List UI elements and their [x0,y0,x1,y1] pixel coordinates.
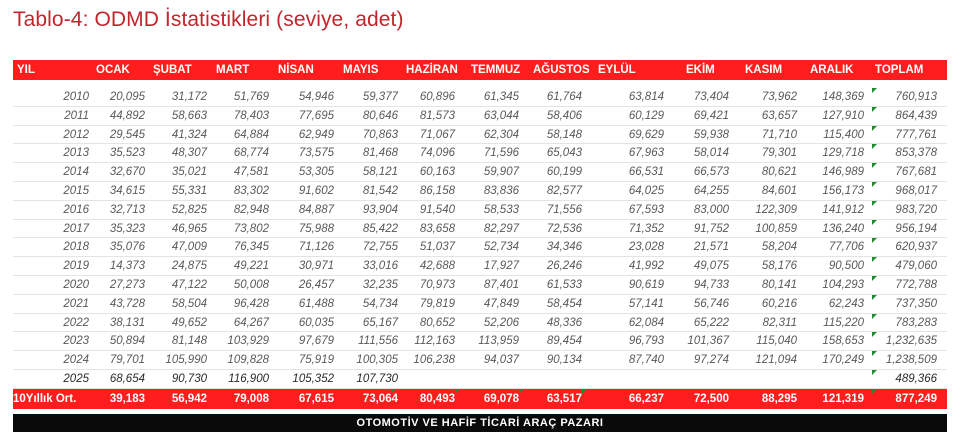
cell-year: 2011 [64,109,89,122]
cell-kasim: 79,301 [761,147,797,160]
cell-kasim: 58,176 [761,260,797,273]
cell-eylul: 87,740 [628,354,664,367]
cell-temmuz: 52,734 [483,241,519,254]
cell-haziran: 79,819 [419,297,455,310]
cell-nisan: 26,457 [298,278,334,291]
cell-temmuz: 71,596 [483,147,519,160]
cell-mayis: 93,904 [362,203,398,216]
cell-year: 2022 [63,316,89,329]
cell-ekim: 91,752 [693,222,729,235]
cell-ocak: 50,894 [109,335,145,348]
cell-aralik: 127,910 [822,109,864,122]
cell-marker-icon [455,389,460,394]
cell-agustos: 65,043 [546,147,582,160]
cell-marker-icon [872,351,877,356]
cell-temmuz: 62,304 [483,128,519,141]
cell-haziran: 91,540 [419,203,455,216]
table-row [13,163,947,182]
cell-mayis: 70,863 [362,128,398,141]
cell-subat: 49,652 [171,316,207,329]
cell-ocak: 43,728 [109,297,145,310]
cell-agustos: 71,556 [546,203,582,216]
avg-kasim: 88,295 [761,392,797,405]
header-mart: MART [216,64,250,76]
cell-agustos: 58,454 [546,297,582,310]
cell-agustos: 89,454 [546,335,582,348]
header-haziran: HAZİRAN [406,64,458,76]
table-row [13,370,947,389]
cell-year: 2021 [63,297,89,310]
cell-agustos: 58,148 [546,128,582,141]
cell-kasim: 80,141 [761,278,797,291]
cell-kasim: 82,311 [762,316,797,329]
cell-agustos: 34,346 [546,241,582,254]
cell-marker-icon [872,276,877,281]
avg-ekim: 72,500 [693,392,729,405]
cell-eylul: 60,129 [628,109,664,122]
cell-subat: 47,122 [171,278,207,291]
cell-eylul: 57,141 [628,297,664,310]
cell-nisan: 53,305 [298,166,334,179]
table-header-row [13,60,947,80]
cell-temmuz: 63,044 [483,109,519,122]
cell-mart: 78,403 [233,109,269,122]
cell-mayis: 85,422 [362,222,398,235]
cell-nisan: 71,126 [298,241,334,254]
table-row [13,257,947,276]
cell-aralik: 129,718 [822,147,864,160]
table-row [13,295,947,314]
cell-aralik: 146,989 [822,166,864,179]
cell-kasim: 121,094 [755,354,797,367]
cell-toplam: 956,194 [895,222,937,235]
cell-ekim: 97,274 [693,354,729,367]
cell-ekim: 101,367 [687,335,729,348]
cell-haziran: 70,973 [419,278,455,291]
cell-marker-icon [872,163,877,168]
cell-subat: 24,875 [171,260,207,273]
cell-temmuz: 83,836 [483,184,519,197]
cell-toplam: 783,283 [895,316,937,329]
cell-kasim: 73,962 [761,91,797,103]
header-ekim: EKİM [686,64,715,76]
cell-marker-icon [872,238,877,243]
cell-ocak: 35,076 [109,241,145,254]
cell-ekim: 58,014 [693,147,729,160]
cell-toplam: 1,238,509 [885,354,937,367]
cell-ocak: 38,131 [109,316,145,329]
cell-haziran: 83,658 [419,222,455,235]
cell-kasim: 63,657 [761,109,797,122]
cell-marker-icon [872,370,877,375]
cell-marker-icon [872,126,877,131]
cell-nisan: 62,949 [298,128,334,141]
cell-year: 2015 [63,184,89,197]
cell-kasim: 100,859 [755,222,797,235]
cell-toplam: 853,378 [895,147,937,160]
cell-haziran: 80,652 [419,316,455,329]
cell-marker-icon [872,220,877,225]
cell-mart: 47,581 [233,166,269,179]
cell-nisan: 30,971 [298,260,334,273]
cell-toplam: 620,937 [895,241,937,254]
cell-toplam: 479,060 [895,260,937,273]
cell-agustos: 48,336 [546,316,582,329]
cell-subat: 52,825 [171,203,207,216]
cell-temmuz: 82,297 [483,222,519,235]
cell-ekim: 49,075 [693,260,729,273]
cell-agustos: 72,536 [546,222,582,235]
cell-haziran: 74,096 [419,147,455,160]
cell-kasim: 122,309 [755,203,797,216]
cell-mart: 96,428 [233,297,269,310]
table-row [13,276,947,295]
cell-temmuz: 113,959 [478,335,519,348]
cell-toplam: 777,761 [895,128,937,141]
cell-kasim: 60,216 [761,297,797,310]
cell-nisan: 84,887 [298,203,334,216]
cell-eylul: 64,025 [628,184,664,197]
cell-aralik: 77,706 [828,241,864,254]
cell-toplam: 737,350 [895,297,937,310]
table-row [13,182,947,201]
cell-subat: 90,730 [171,372,207,385]
cell-marker-icon [391,389,396,394]
cell-temmuz: 87,401 [483,278,519,291]
cell-toplam: 489,366 [895,372,937,385]
cell-mart: 83,302 [233,184,269,197]
cell-subat: 58,663 [171,109,207,122]
table-row [13,201,947,220]
cell-aralik: 148,369 [822,91,864,103]
cell-year: 2023 [63,335,89,348]
cell-ocak: 32,670 [109,166,145,179]
cell-ekim: 69,421 [693,109,729,122]
statistics-table [13,60,947,409]
cell-mart: 64,267 [233,316,269,329]
cell-eylul: 63,814 [628,91,664,103]
cell-ocak: 35,323 [109,222,145,235]
avg-agustos: 63,517 [546,392,582,405]
cell-marker-icon [872,201,877,206]
cell-year: 2016 [63,203,89,216]
cell-eylul: 23,028 [628,241,664,254]
cell-year: 2017 [63,222,89,235]
average-row [13,389,947,409]
cell-mayis: 72,755 [362,241,398,254]
cell-toplam: 864,439 [895,109,937,122]
cell-haziran: 71,067 [419,128,455,141]
cell-nisan: 73,575 [298,147,334,160]
cell-haziran: 112,163 [414,335,455,348]
header-aralik: ARALIK [810,64,854,76]
cell-ocak: 35,523 [109,147,145,160]
cell-ekim: 73,404 [693,91,729,103]
table-row [13,220,947,239]
cell-marker-icon [872,389,877,394]
cell-subat: 35,021 [171,166,207,179]
cell-kasim: 71,710 [761,128,797,141]
cell-nisan: 61,488 [298,297,334,310]
avg-haziran: 80,493 [419,392,455,405]
cell-marker-icon [519,389,524,394]
cell-mart: 73,802 [233,222,269,235]
table-row [13,144,947,163]
cell-year: 2014 [63,166,89,179]
cell-ekim: 64,255 [693,184,729,197]
cell-agustos: 60,199 [546,166,582,179]
cell-nisan: 75,988 [298,222,334,235]
cell-nisan: 75,919 [298,354,334,367]
cell-temmuz: 94,037 [483,354,519,367]
cell-mart: 51,769 [233,91,269,103]
table-row [13,238,947,257]
cell-agustos: 26,246 [546,260,582,273]
cell-mart: 50,008 [233,278,269,291]
cell-mart: 82,948 [233,203,269,216]
table-row [13,107,947,126]
cell-temmuz: 17,927 [483,260,519,273]
cell-ekim: 56,746 [693,297,729,310]
cell-subat: 55,331 [171,184,207,197]
cell-ocak: 44,892 [109,109,145,122]
cell-eylul: 66,531 [628,166,664,179]
cell-mayis: 81,468 [362,147,398,160]
header-year: YIL [17,64,35,76]
cell-agustos: 58,406 [546,109,582,122]
cell-mayis: 59,377 [362,91,398,103]
avg-mart: 79,008 [233,392,269,405]
cell-haziran: 106,238 [413,354,455,367]
cell-aralik: 136,240 [822,222,864,235]
cell-kasim: 80,621 [761,166,797,179]
cell-temmuz: 47,849 [483,297,519,310]
cell-eylul: 71,352 [628,222,664,235]
header-ocak: OCAK [96,64,130,76]
cell-ekim: 66,573 [693,166,729,179]
cell-toplam: 968,017 [895,184,937,197]
header-nisan: NİSAN [278,64,314,76]
cell-mayis: 81,542 [362,184,398,197]
cell-mayis: 107,730 [356,372,398,385]
header-toplam: TOPLAM [875,64,924,76]
cell-toplam: 983,720 [895,203,937,216]
cell-mart: 49,221 [233,260,269,273]
cell-haziran: 81,573 [419,109,455,122]
cell-marker-icon [872,182,877,187]
cell-ocak: 20,095 [109,91,145,103]
cell-eylul: 41,992 [628,260,664,273]
table-row [13,351,947,370]
header-eylul: EYLÜL [598,64,636,76]
cell-haziran: 42,688 [419,260,455,273]
header-agustos: AĞUSTOS [533,64,590,76]
cell-aralik: 141,912 [822,203,864,216]
cell-agustos: 61,533 [546,278,582,291]
cell-subat: 58,504 [171,297,207,310]
cell-kasim: 58,204 [761,241,797,254]
cell-year: 2020 [63,278,89,291]
cell-haziran: 51,037 [419,241,455,254]
cell-haziran: 86,158 [419,184,455,197]
cell-nisan: 54,946 [298,91,334,103]
cell-mart: 68,774 [233,147,269,160]
cell-mayis: 80,646 [362,109,398,122]
cell-kasim: 84,601 [761,184,797,197]
cell-year: 2024 [63,354,89,367]
cell-marker-icon [582,389,587,394]
cell-ekim: 94,733 [693,278,729,291]
cell-year: 2010 [63,91,89,103]
cell-agustos: 61,764 [546,91,582,103]
cell-mayis: 33,016 [362,260,398,273]
avg-year: 10Yıllık Ort. [13,392,77,405]
cell-temmuz: 61,345 [483,91,519,103]
cell-ekim: 59,938 [693,128,729,141]
cell-agustos: 82,577 [546,184,582,197]
cell-eylul: 62,084 [628,316,664,329]
cell-mart: 103,929 [227,335,269,348]
cell-subat: 47,009 [171,241,207,254]
cell-ocak: 79,701 [109,354,145,367]
cell-ekim: 21,571 [693,241,729,254]
avg-toplam: 877,249 [895,392,937,405]
cell-temmuz: 59,907 [483,166,519,179]
cell-year: 2012 [63,128,89,141]
cell-toplam: 1,232,635 [885,335,937,348]
table-title: Tablo-4: ODMD İstatistikleri (seviye, adet) [13,8,404,31]
cell-mayis: 100,305 [356,354,398,367]
cell-mart: 76,345 [233,241,269,254]
cell-subat: 41,324 [171,128,207,141]
cell-mayis: 54,734 [362,297,398,310]
cell-marker-icon [872,107,877,112]
table-body [13,88,947,389]
cell-eylul: 67,963 [628,147,664,160]
cell-subat: 48,307 [171,147,207,160]
cell-haziran: 60,163 [419,166,455,179]
cell-year: 2025 [63,372,89,385]
cell-mayis: 111,556 [358,335,398,348]
cell-year: 2018 [63,241,89,254]
footer-banner: OTOMOTİV VE HAFİF TİCARİ ARAÇ PAZARI [13,414,947,432]
cell-subat: 46,965 [171,222,207,235]
cell-ocak: 68,654 [109,372,145,385]
cell-ocak: 29,545 [109,128,145,141]
cell-marker-icon [872,88,877,93]
cell-ocak: 34,615 [109,184,145,197]
cell-agustos: 90,134 [546,354,582,367]
cell-mart: 116,900 [228,372,269,385]
cell-ocak: 32,713 [109,203,145,216]
cell-nisan: 97,679 [298,335,334,348]
avg-eylul: 66,237 [628,392,664,405]
cell-nisan: 91,602 [298,184,334,197]
cell-eylul: 96,793 [628,335,664,348]
cell-ekim: 83,000 [693,203,729,216]
cell-toplam: 760,913 [895,91,937,103]
header-kasim: KASIM [745,64,783,76]
cell-marker-icon [872,144,877,149]
avg-subat: 56,942 [171,392,207,405]
cell-temmuz: 58,533 [483,203,519,216]
cell-ocak: 14,373 [109,260,145,273]
cell-aralik: 104,293 [822,278,864,291]
avg-temmuz: 69,078 [483,392,519,405]
cell-ocak: 27,273 [109,278,145,291]
header-subat: ŞUBAT [153,64,192,76]
header-temmuz: TEMMUZ [471,64,521,76]
cell-aralik: 115,220 [823,316,864,329]
avg-ocak: 39,183 [109,392,145,405]
cell-eylul: 67,593 [628,203,664,216]
cell-mart: 64,884 [233,128,269,141]
cell-mayis: 32,235 [362,278,398,291]
cell-nisan: 60,035 [298,316,334,329]
cell-mayis: 65,167 [362,316,398,329]
cell-toplam: 772,788 [895,278,937,291]
cell-subat: 105,990 [165,354,207,367]
cell-aralik: 115,400 [823,128,864,141]
avg-mayis: 73,064 [362,392,398,405]
cell-subat: 81,148 [171,335,207,348]
cell-mayis: 58,121 [362,166,398,179]
avg-aralik: 121,319 [822,392,864,405]
cell-marker-icon [872,332,877,337]
cell-aralik: 156,173 [822,184,864,197]
cell-marker-icon [872,314,877,319]
cell-kasim: 115,040 [756,335,797,348]
avg-nisan: 67,615 [298,392,334,405]
cell-year: 2013 [63,147,89,160]
cell-haziran: 60,896 [419,91,455,103]
cell-nisan: 77,695 [298,109,334,122]
cell-mart: 109,828 [227,354,269,367]
cell-eylul: 69,629 [628,128,664,141]
cell-year: 2019 [63,260,89,273]
table-row [13,88,947,107]
cell-marker-icon [872,257,877,262]
cell-marker-icon [872,295,877,300]
table-row [13,126,947,145]
cell-aralik: 158,653 [822,335,864,348]
cell-temmuz: 52,206 [483,316,519,329]
cell-ekim: 65,222 [693,316,729,329]
header-mayis: MAYIS [343,64,379,76]
cell-aralik: 62,243 [828,297,864,310]
cell-aralik: 170,249 [822,354,864,367]
cell-subat: 31,172 [171,91,207,103]
table-row [13,332,947,351]
cell-eylul: 90,619 [628,278,664,291]
table-row [13,314,947,333]
cell-aralik: 90,500 [828,260,864,273]
cell-nisan: 105,352 [292,372,334,385]
cell-toplam: 767,681 [895,166,937,179]
